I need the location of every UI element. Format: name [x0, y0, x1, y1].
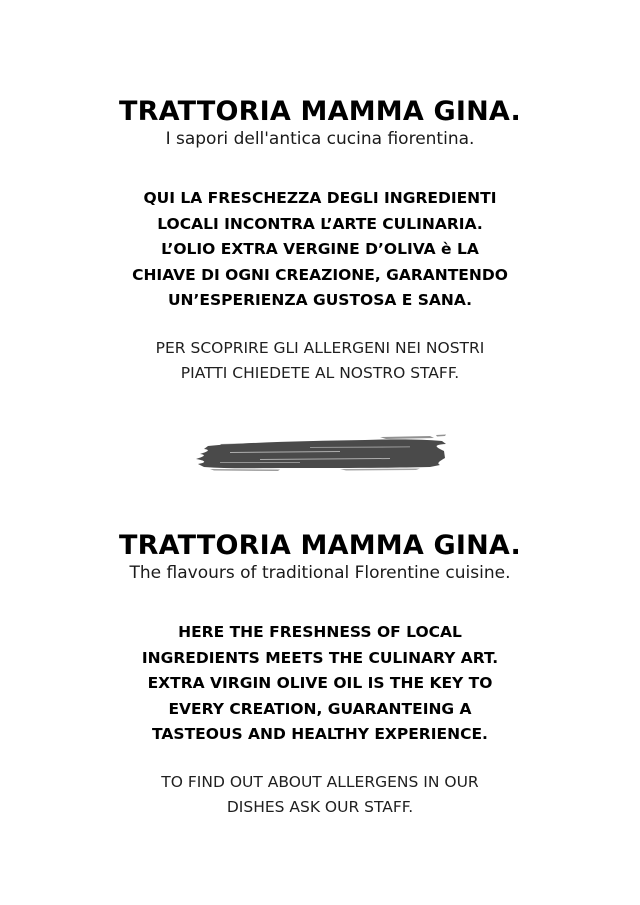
intro-text-en: [90, 620, 550, 748]
intro-line: UN’ESPERIENZA GUSTOSA E SANA.: [167, 291, 473, 309]
allergen-line: PIATTI CHIEDETE AL NOSTRO STAFF.: [180, 363, 460, 382]
intro-line: TASTEOUS AND HEALTHY EXPERIENCE.: [152, 725, 488, 743]
allergen-notice-en: [110, 770, 530, 820]
intro-line: HERE THE FRESHNESS OF LOCAL: [178, 623, 462, 641]
english-section: [0, 530, 640, 820]
allergen-line: TO FIND OUT ABOUT ALLERGENS IN OUR: [161, 772, 479, 791]
intro-line: CHIAVE DI OGNI CREAZIONE, GARANTENDO: [132, 265, 508, 284]
allergen-line: PER SCOPRIRE GLI ALLERGENI NEI NOSTRI: [155, 338, 485, 357]
intro-line: L’OLIO EXTRA VERGINE D’OLIVA è LA: [161, 240, 479, 258]
restaurant-subtitle-it: I sapori dell'antica cucina fiorentina.: [165, 129, 475, 149]
allergen-notice-it: [110, 336, 530, 386]
intro-line: QUI LA FRESCHEZZA DEGLI INGREDIENTI: [143, 189, 497, 207]
restaurant-title-en: TRATTORIA MAMMA GINA.: [118, 530, 521, 561]
intro-line: INGREDIENTS MEETS THE CULINARY ART.: [141, 648, 499, 667]
intro-line: LOCALI INCONTRA L’ARTE CULINARIA.: [157, 214, 483, 233]
italian-section: [0, 96, 640, 386]
brush-stroke-divider-icon: [190, 432, 450, 474]
restaurant-subtitle-en: The flavours of traditional Florentine cuisine.: [129, 563, 511, 583]
intro-text-it: [90, 186, 550, 314]
allergen-line: DISHES ASK OUR STAFF.: [226, 797, 414, 816]
intro-line: EXTRA VIRGIN OLIVE OIL IS THE KEY TO: [147, 674, 493, 692]
restaurant-title-it: TRATTORIA MAMMA GINA.: [118, 96, 521, 127]
intro-line: EVERY CREATION, GUARANTEING A: [168, 699, 472, 718]
